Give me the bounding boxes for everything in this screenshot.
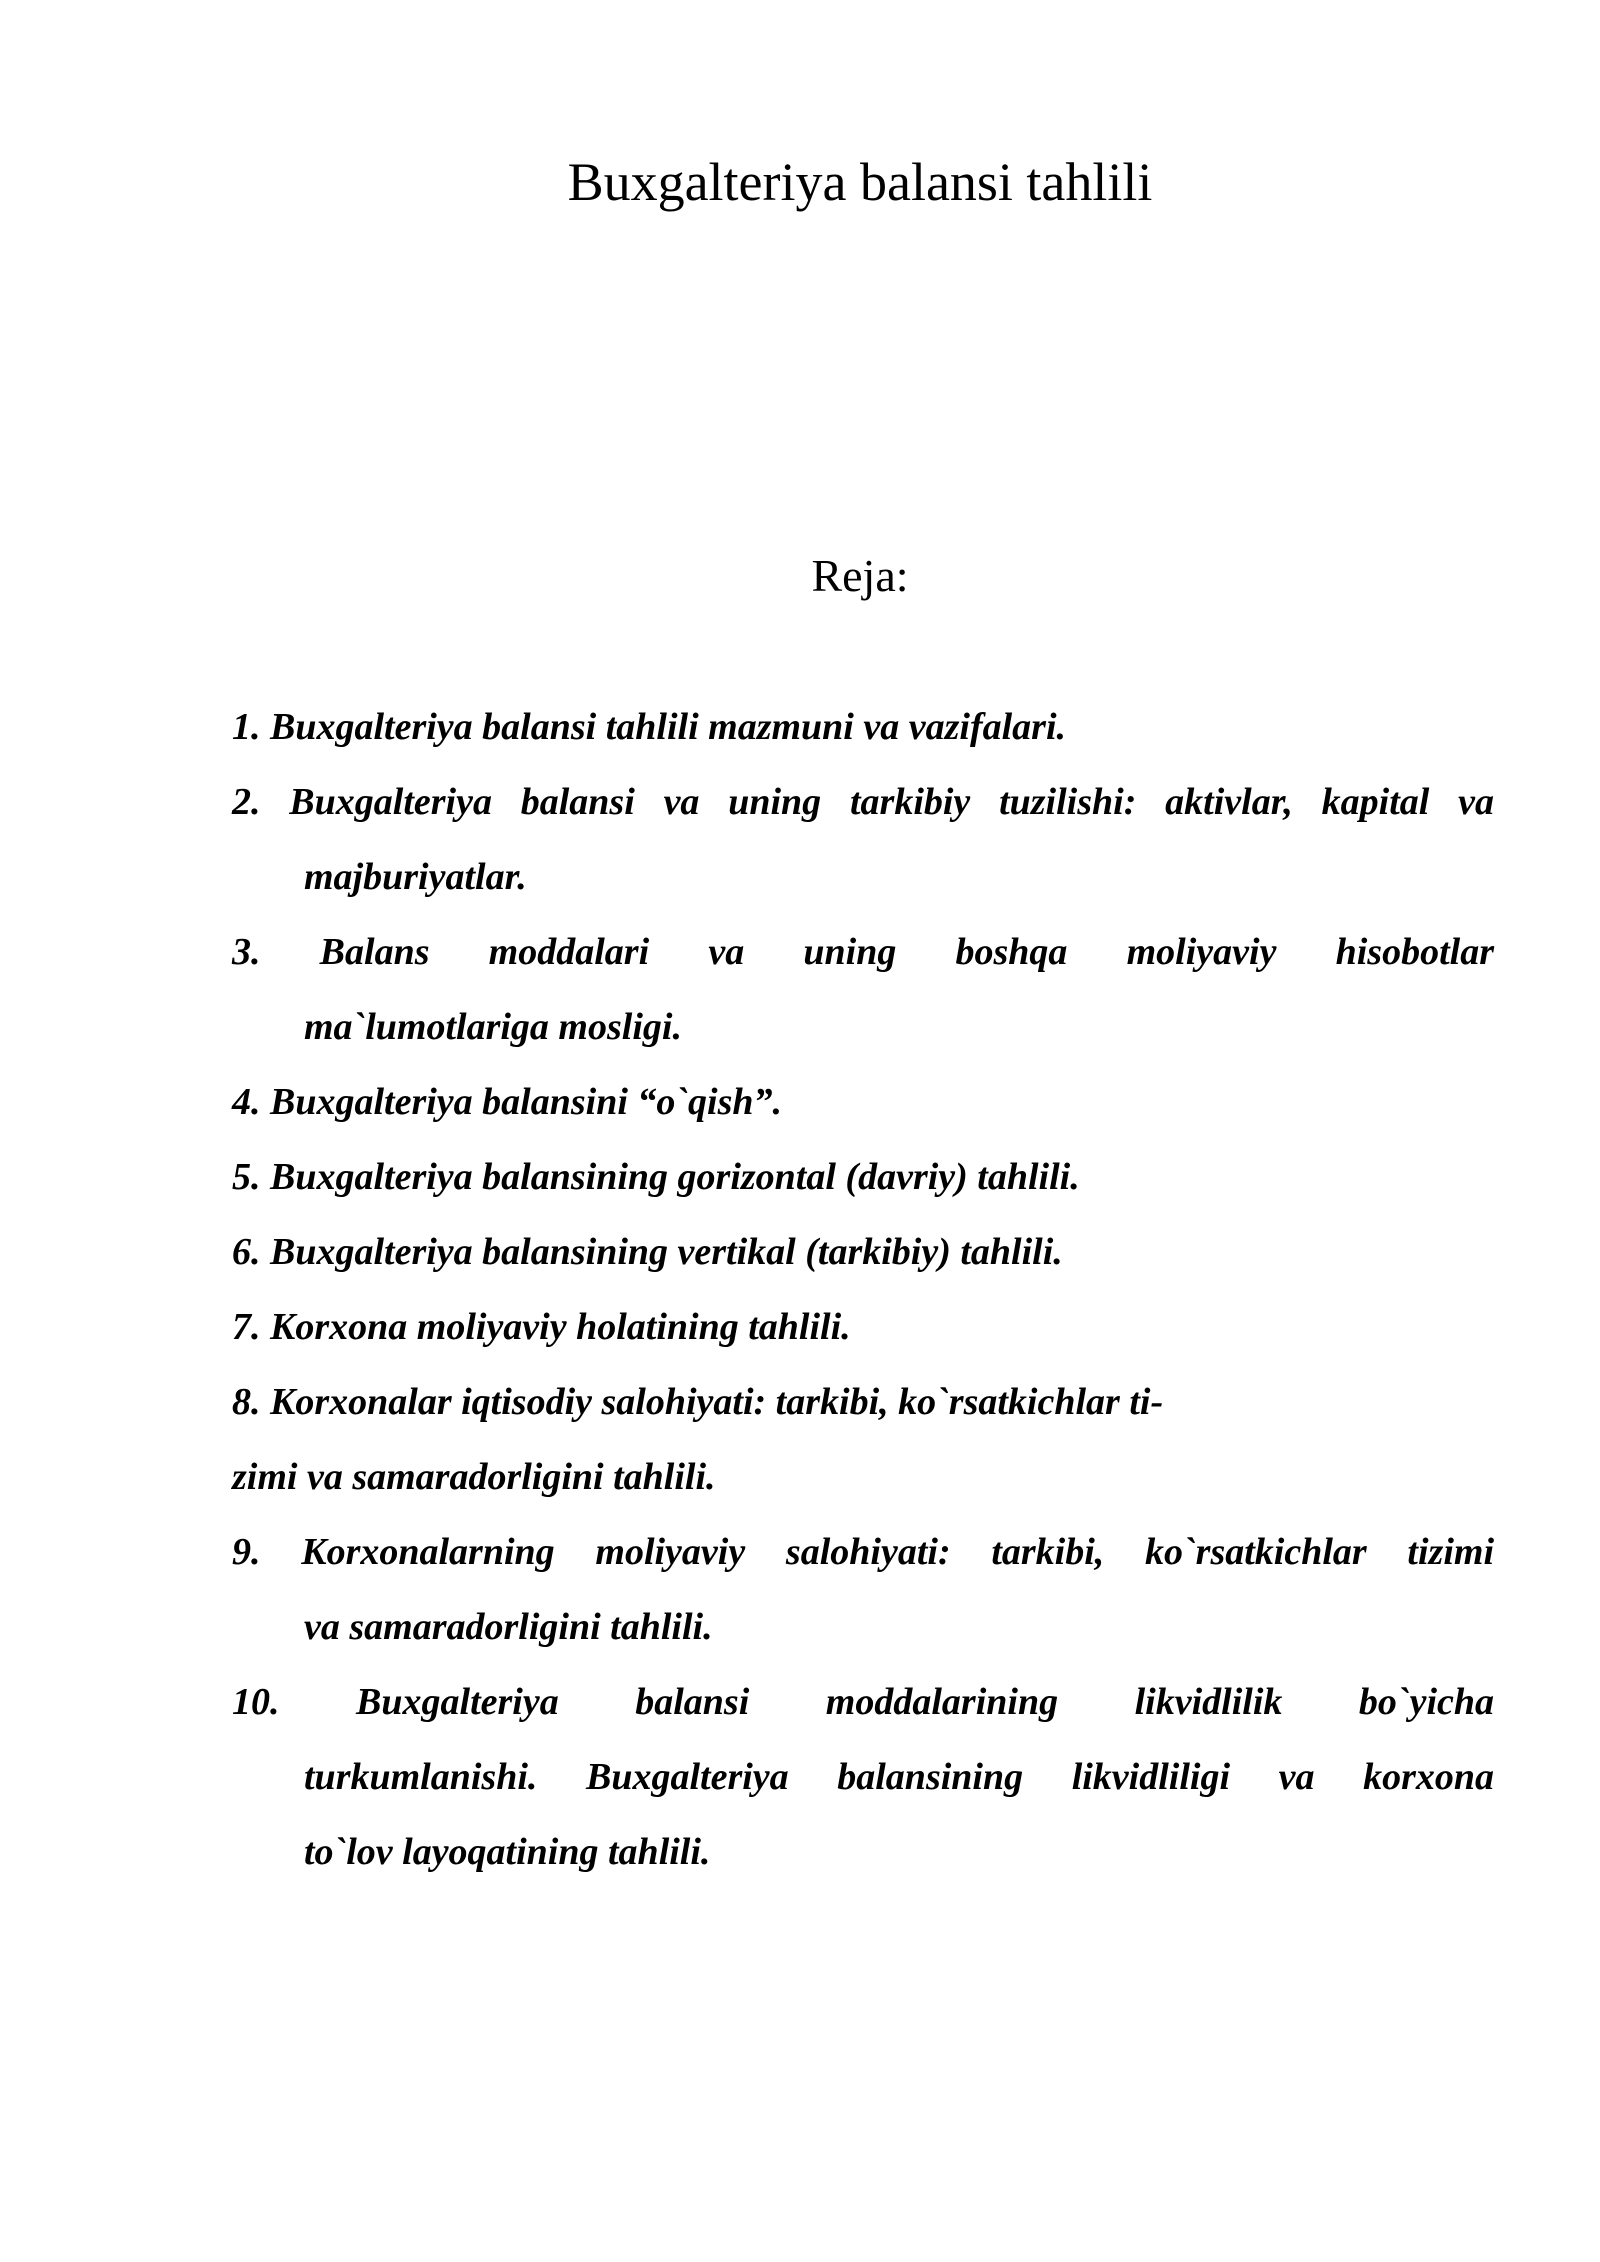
plan-item-10-line-1: 10. Buxgalteriya balansi moddalarining likvidlilik bo`yicha (232, 1681, 1494, 1723)
plan-item-9-line-2: va samaradorligini tahlili. (304, 1606, 713, 1648)
plan-item-5-line-1: 5. Buxgalteriya balansining gorizontal (davriy) tahlili. (232, 1156, 1080, 1198)
plan-item-9-line-1: 9. Korxonalarning moliyaviy salohiyati: tarkibi, ko`rsatkichlar tizimi (232, 1531, 1494, 1573)
plan-item-3 (232, 915, 1494, 1065)
plan-item-10-line-2: turkumlanishi. Buxgalteriya balansining likvidliligi va korxona (304, 1756, 1494, 1798)
plan-item-6-line-1: 6. Buxgalteriya balansining vertikal (tarkibiy) tahlili. (232, 1231, 1063, 1273)
plan-item-3-line-1: 3. Balans moddalari va uning boshqa moliyaviy hisobotlar (232, 931, 1494, 973)
plan-item-2 (232, 765, 1494, 915)
plan-list (232, 690, 1494, 1890)
document-title: Buxgalteriya balansi tahlili (567, 152, 1153, 212)
plan-item-7-line-1: 7. Korxona moliyaviy holatining tahlili. (232, 1306, 851, 1348)
plan-item-5 (232, 1140, 1494, 1215)
plan-item-3-line-2: ma`lumotlariga mosligi. (304, 1006, 682, 1048)
plan-heading: Reja: (811, 550, 909, 601)
plan-item-10 (232, 1665, 1494, 1890)
plan-item-8 (232, 1365, 1494, 1515)
plan-item-2-line-1: 2. Buxgalteriya balansi va uning tarkibiy tuzilishi: aktivlar, kapital va (232, 781, 1494, 823)
plan-item-4-line-1: 4. Buxgalteriya balansini “o`qish”. (232, 1081, 783, 1123)
plan-item-8-line-2: zimi va samaradorligini tahlili. (232, 1456, 716, 1498)
plan-item-2-line-2: majburiyatlar. (304, 856, 527, 898)
plan-item-9 (232, 1515, 1494, 1665)
plan-item-10-line-3: to`lov layoqatining tahlili. (304, 1831, 711, 1873)
plan-item-8-line-1: 8. Korxonalar iqtisodiy salohiyati: tarkibi, ko`rsatkichlar ti- (232, 1381, 1164, 1423)
plan-item-7 (232, 1290, 1494, 1365)
plan-item-4 (232, 1065, 1494, 1140)
plan-item-1-line-1: 1. Buxgalteriya balansi tahlili mazmuni va vazifalari. (232, 706, 1066, 748)
plan-item-6 (232, 1215, 1494, 1290)
plan-item-1 (232, 690, 1494, 765)
